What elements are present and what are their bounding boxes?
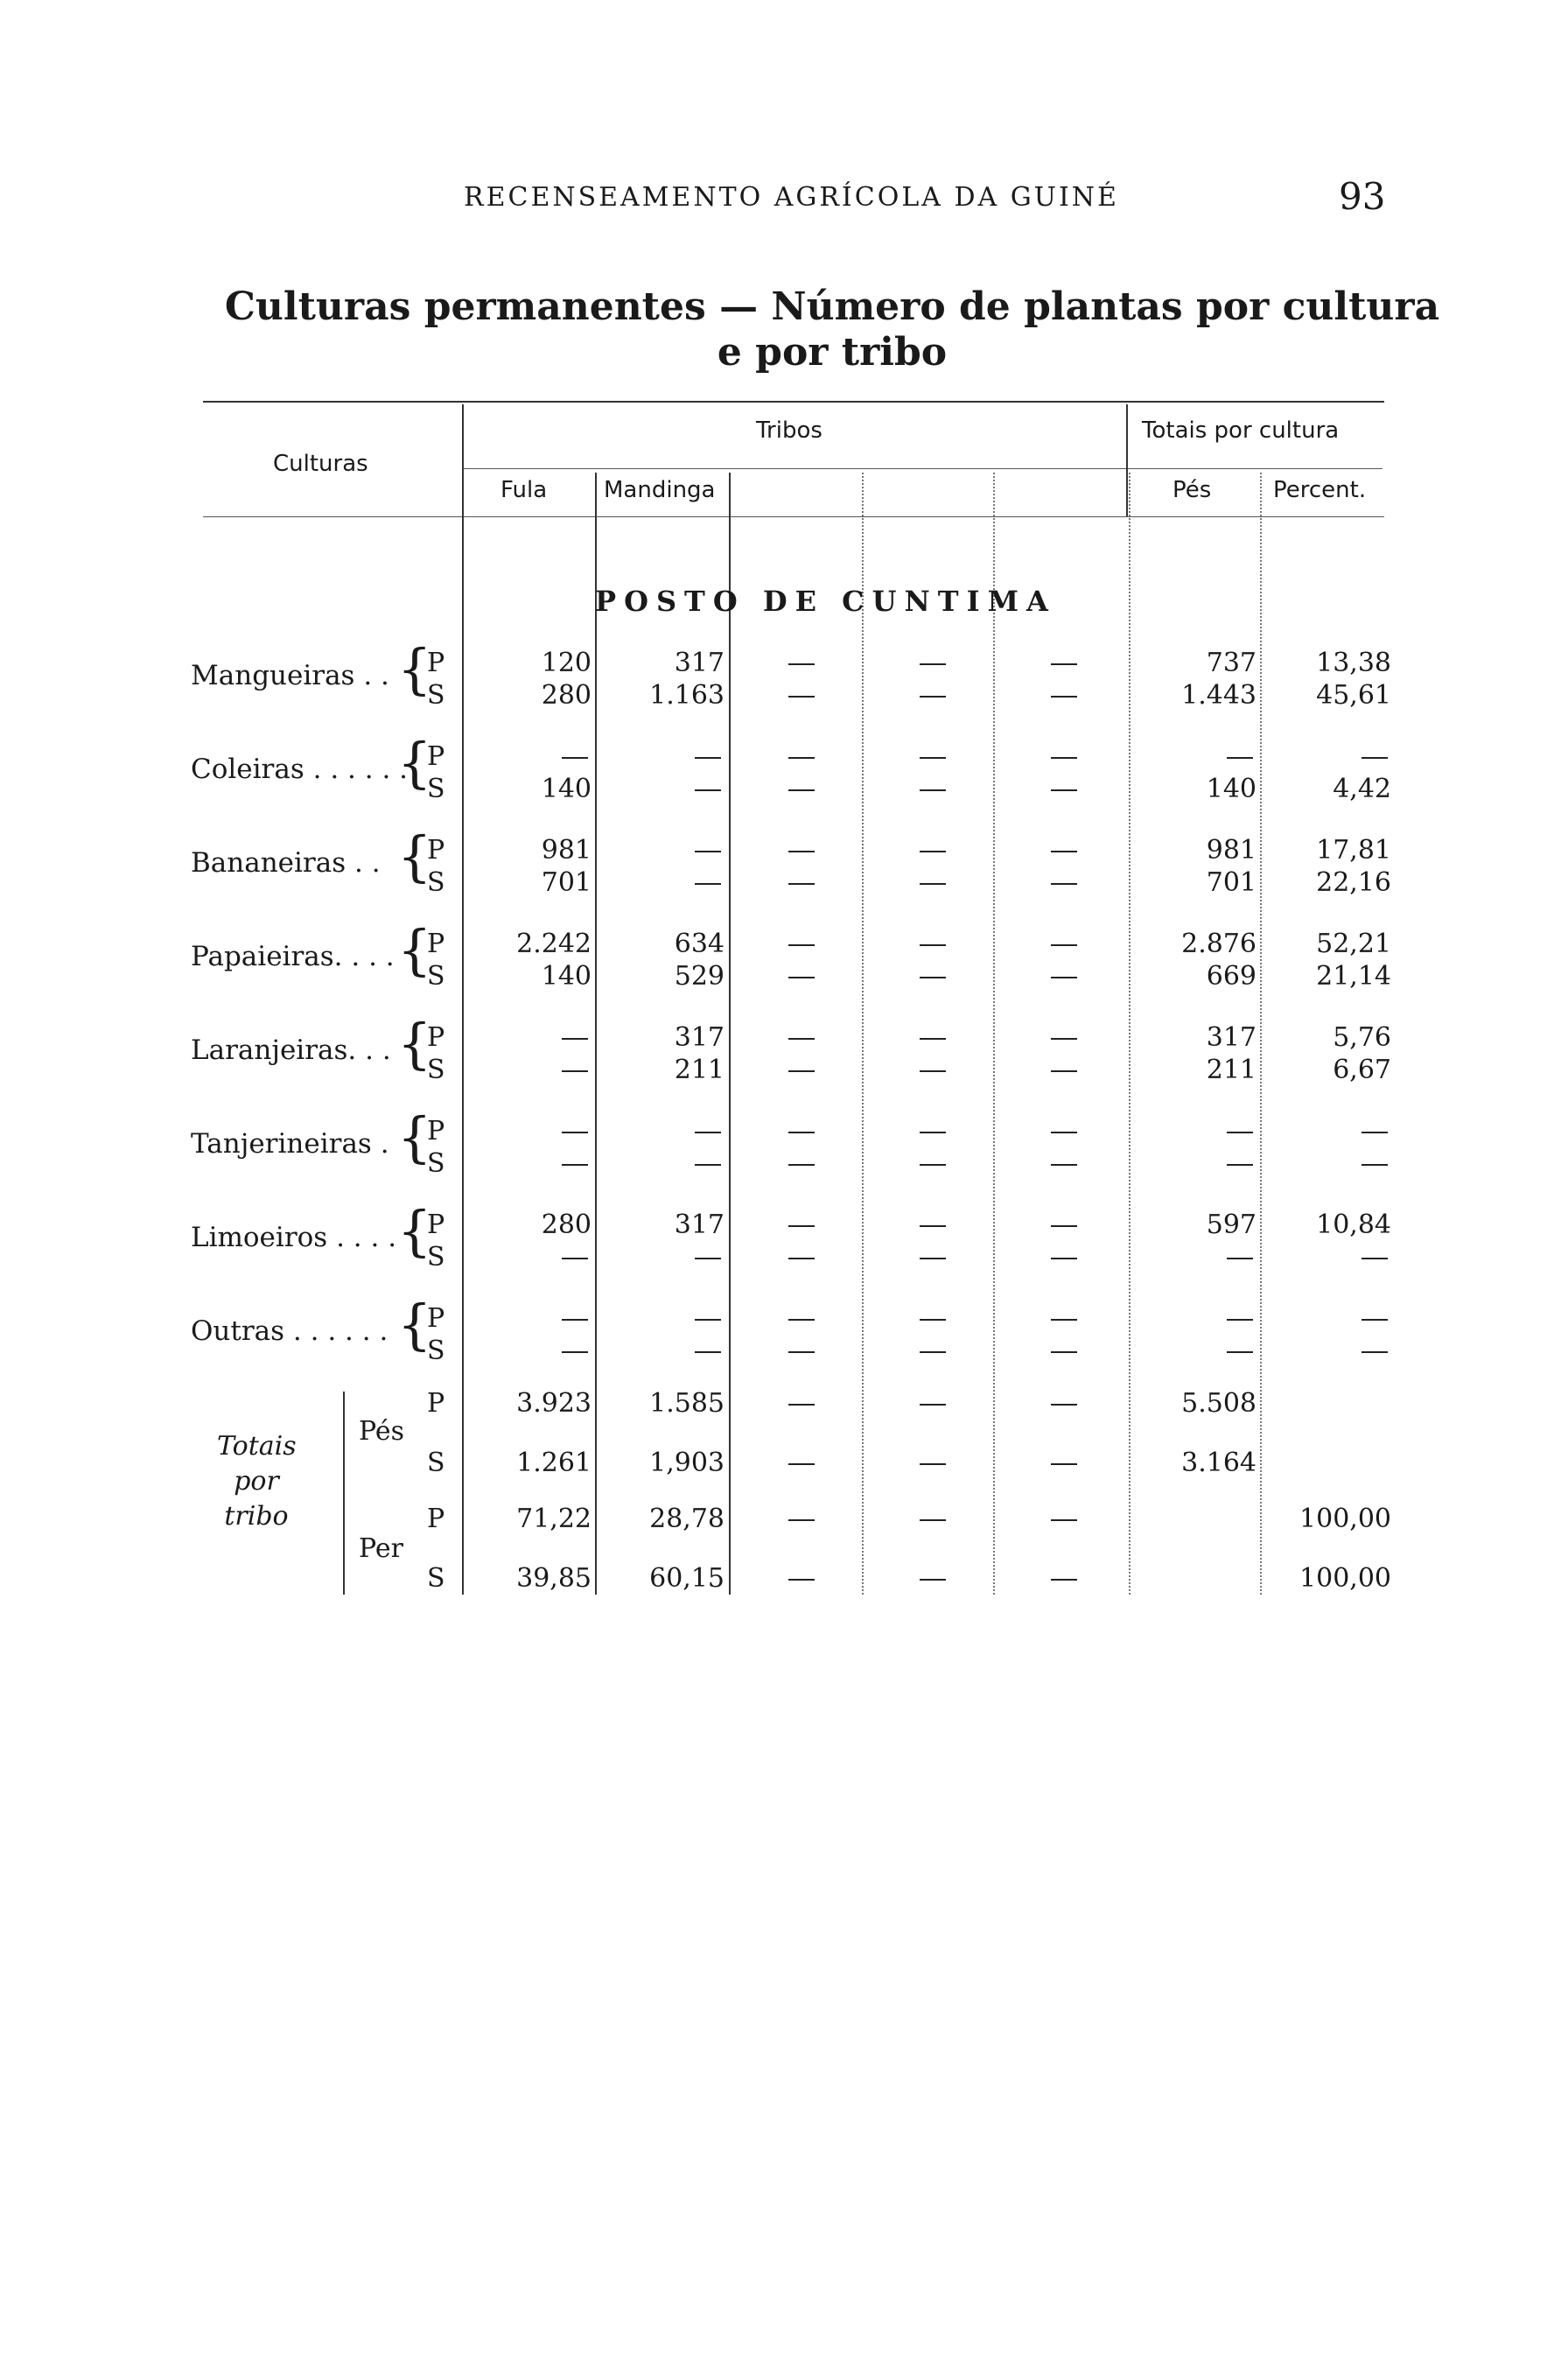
crop-name: Bananeiras . . <box>191 847 381 879</box>
header-bottom-rule <box>203 516 1384 517</box>
cell-pes: 211 <box>1206 1055 1256 1085</box>
cell-c5-dash <box>920 944 946 946</box>
cell-c6-dash <box>1051 757 1077 759</box>
cell-pes: 737 <box>1206 648 1256 678</box>
row-mark-p: P <box>427 1022 445 1053</box>
row-mark-s: S <box>427 680 445 711</box>
cell-pes: 1.443 <box>1181 680 1256 711</box>
cell-c5-dash <box>920 757 946 759</box>
row-brace: { <box>397 824 432 888</box>
total-c5-dash <box>920 1463 946 1465</box>
cell-mandinga-dash <box>695 789 721 791</box>
cell-c4-dash <box>788 851 815 852</box>
cell-pes-dash <box>1227 1351 1253 1353</box>
totals-per-label: Per <box>359 1533 403 1564</box>
cell-fula-dash <box>562 1258 588 1259</box>
cell-mandinga: 317 <box>674 648 724 678</box>
table-title-line1: Culturas permanentes — Número de plantas por cultura <box>224 284 1440 329</box>
row-mark-p: P <box>427 835 445 866</box>
cell-c4-dash <box>788 1038 815 1040</box>
crop-name: Limoeiros . . . . <box>191 1222 397 1253</box>
cell-c6-dash <box>1051 1258 1077 1259</box>
cell-c5-dash <box>920 1258 946 1259</box>
cell-c6-dash <box>1051 977 1077 978</box>
total-percent: 100,00 <box>1299 1504 1391 1534</box>
total-c4-dash <box>788 1579 815 1581</box>
total-pes: 5.508 <box>1181 1388 1256 1419</box>
cell-c5-dash <box>920 851 946 852</box>
cell-c6-dash <box>1051 789 1077 791</box>
cell-c6-dash <box>1051 696 1077 698</box>
cell-percent: 10,84 <box>1316 1210 1391 1240</box>
header-fula: Fula <box>500 477 548 503</box>
cell-c5-dash <box>920 1319 946 1321</box>
row-brace: { <box>397 1293 432 1357</box>
cell-pes: 597 <box>1206 1210 1256 1240</box>
cell-percent-dash <box>1362 1319 1388 1321</box>
cell-fula: 2.242 <box>516 929 592 959</box>
cell-percent: 5,76 <box>1333 1022 1391 1053</box>
crop-name: Papaieiras. . . . <box>191 941 395 972</box>
header-divider-totais <box>1126 404 1128 516</box>
totals-brace <box>343 1392 345 1595</box>
total-percent: 100,00 <box>1299 1563 1391 1594</box>
cell-c5-dash <box>920 977 946 978</box>
totals-label-line3: tribo <box>224 1501 289 1532</box>
cell-fula: 981 <box>541 835 592 866</box>
cell-fula-dash <box>562 757 588 759</box>
cell-c5-dash <box>920 696 946 698</box>
header-pes: Pés <box>1172 477 1212 503</box>
cell-c4-dash <box>788 663 815 665</box>
row-mark-s: S <box>427 867 445 898</box>
total-c4-dash <box>788 1519 815 1521</box>
total-fula: 39,85 <box>516 1563 592 1594</box>
cell-c4-dash <box>788 1351 815 1353</box>
cell-c6-dash <box>1051 663 1077 665</box>
cell-fula: 701 <box>541 867 592 898</box>
cell-percent: 6,67 <box>1333 1055 1391 1085</box>
totals-label-line2: por <box>234 1466 279 1497</box>
cell-c6-dash <box>1051 1132 1077 1133</box>
cell-c6-dash <box>1051 883 1077 885</box>
cell-c6-dash <box>1051 1319 1077 1321</box>
cell-c5-dash <box>920 1225 946 1227</box>
cell-c5-dash <box>920 1164 946 1166</box>
page-number: 93 <box>1339 175 1386 218</box>
totals-mark-s: S <box>427 1563 445 1594</box>
column-divider-4 <box>862 473 864 1595</box>
total-fula: 71,22 <box>516 1504 592 1534</box>
cell-pes-dash <box>1227 1258 1253 1259</box>
cell-pes: 669 <box>1206 961 1256 992</box>
cell-c4-dash <box>788 1225 815 1227</box>
cell-mandinga: 317 <box>674 1022 724 1053</box>
cell-percent-dash <box>1362 757 1388 759</box>
crop-name: Coleiras . . . . . . <box>191 754 409 785</box>
cell-c4-dash <box>788 696 815 698</box>
row-mark-s: S <box>427 1242 445 1273</box>
cell-fula: 280 <box>541 1210 592 1240</box>
cell-c4-dash <box>788 883 815 885</box>
cell-mandinga-dash <box>695 1319 721 1321</box>
cell-c6-dash <box>1051 1225 1077 1227</box>
cell-percent: 17,81 <box>1316 835 1391 866</box>
row-mark-s: S <box>427 774 445 804</box>
cell-mandinga-dash <box>695 1164 721 1166</box>
cell-c4-dash <box>788 1164 815 1166</box>
cell-fula: 140 <box>541 961 592 992</box>
total-pes: 3.164 <box>1181 1448 1256 1478</box>
row-brace: { <box>397 918 432 982</box>
row-mark-s: S <box>427 1148 445 1179</box>
total-fula: 3.923 <box>516 1388 592 1419</box>
row-brace: { <box>397 1105 432 1169</box>
cell-pes-dash <box>1227 1132 1253 1133</box>
total-c5-dash <box>920 1404 946 1406</box>
cell-mandinga-dash <box>695 1258 721 1259</box>
cell-c5-dash <box>920 883 946 885</box>
cell-fula: 140 <box>541 774 592 804</box>
row-mark-p: P <box>427 741 445 772</box>
total-c4-dash <box>788 1404 815 1406</box>
cell-c4-dash <box>788 1132 815 1133</box>
total-mandinga: 1.585 <box>649 1388 724 1419</box>
cell-percent: 21,14 <box>1316 961 1391 992</box>
cell-c5-dash <box>920 789 946 791</box>
row-mark-p: P <box>427 1210 445 1240</box>
cell-mandinga: 1.163 <box>649 680 724 711</box>
cell-mandinga: 211 <box>674 1055 724 1085</box>
row-brace: { <box>397 731 432 795</box>
running-title: RECENSEAMENTO AGRÍCOLA DA GUINÉ <box>464 182 1119 213</box>
cell-percent: 4,42 <box>1333 774 1391 804</box>
cell-percent-dash <box>1362 1351 1388 1353</box>
header-top-rule <box>203 401 1384 403</box>
cell-c6-dash <box>1051 1038 1077 1040</box>
header-culturas: Culturas <box>273 451 368 477</box>
cell-percent-dash <box>1362 1258 1388 1259</box>
section-heading: POSTO DE CUNTIMA <box>595 585 1056 618</box>
cell-mandinga: 317 <box>674 1210 724 1240</box>
crop-name: Mangueiras . . <box>191 660 389 691</box>
column-divider-7 <box>1260 473 1262 1595</box>
cell-mandinga-dash <box>695 1351 721 1353</box>
cell-fula-dash <box>562 1038 588 1040</box>
cell-c4-dash <box>788 789 815 791</box>
cell-c4-dash <box>788 1319 815 1321</box>
total-c6-dash <box>1051 1579 1077 1581</box>
cell-percent: 13,38 <box>1316 648 1391 678</box>
cell-percent: 45,61 <box>1316 680 1391 711</box>
cell-pes-dash <box>1227 1164 1253 1166</box>
row-brace: { <box>397 1012 432 1076</box>
totals-pes-label: Pés <box>359 1416 404 1447</box>
cell-mandinga: 529 <box>674 961 724 992</box>
header-totais: Totais por cultura <box>1142 417 1340 444</box>
row-brace: { <box>397 1199 432 1263</box>
cell-fula-dash <box>562 1132 588 1133</box>
cell-pes-dash <box>1227 757 1253 759</box>
cell-pes: 317 <box>1206 1022 1256 1053</box>
cell-mandinga-dash <box>695 1132 721 1133</box>
cell-pes: 140 <box>1206 774 1256 804</box>
cell-pes: 981 <box>1206 835 1256 866</box>
cell-c5-dash <box>920 1070 946 1072</box>
cell-c4-dash <box>788 977 815 978</box>
cell-c4-dash <box>788 944 815 946</box>
header-percent: Percent. <box>1273 477 1367 503</box>
row-mark-p: P <box>427 1303 445 1334</box>
cell-percent: 22,16 <box>1316 867 1391 898</box>
cell-c6-dash <box>1051 851 1077 852</box>
total-c5-dash <box>920 1519 946 1521</box>
row-mark-s: S <box>427 1336 445 1366</box>
cell-fula-dash <box>562 1164 588 1166</box>
cell-mandinga-dash <box>695 883 721 885</box>
cell-mandinga-dash <box>695 851 721 852</box>
cell-mandinga: 634 <box>674 929 724 959</box>
totals-mark-p: P <box>427 1388 445 1419</box>
row-mark-s: S <box>427 1055 445 1085</box>
header-divider-mandinga <box>729 473 731 1595</box>
cell-percent-dash <box>1362 1164 1388 1166</box>
total-c4-dash <box>788 1463 815 1465</box>
total-c6-dash <box>1051 1463 1077 1465</box>
total-c6-dash <box>1051 1404 1077 1406</box>
totals-label-line1: Totais <box>217 1431 297 1462</box>
cell-fula: 280 <box>541 680 592 711</box>
totals-mark-s: S <box>427 1448 445 1478</box>
cell-c5-dash <box>920 1132 946 1133</box>
cell-c5-dash <box>920 663 946 665</box>
total-mandinga: 60,15 <box>649 1563 724 1594</box>
row-mark-p: P <box>427 1116 445 1146</box>
table-title <box>0 284 1568 375</box>
cell-fula-dash <box>562 1351 588 1353</box>
cell-c6-dash <box>1051 1351 1077 1353</box>
header-divider-culturas <box>462 404 464 1595</box>
header-tribos: Tribos <box>756 417 822 444</box>
cell-percent-dash <box>1362 1132 1388 1133</box>
cell-c4-dash <box>788 757 815 759</box>
cell-fula-dash <box>562 1070 588 1072</box>
total-fula: 1.261 <box>516 1448 592 1478</box>
total-c5-dash <box>920 1579 946 1581</box>
header-divider-fula <box>595 473 597 1595</box>
crop-name: Tanjerineiras . <box>191 1128 389 1160</box>
cell-c5-dash <box>920 1038 946 1040</box>
row-brace: { <box>397 637 432 701</box>
row-mark-p: P <box>427 929 445 959</box>
cell-pes: 701 <box>1206 867 1256 898</box>
cell-mandinga-dash <box>695 757 721 759</box>
row-mark-p: P <box>427 648 445 678</box>
cell-c6-dash <box>1051 1164 1077 1166</box>
cell-pes: 2.876 <box>1181 929 1256 959</box>
header-mandinga: Mandinga <box>604 477 716 503</box>
totals-mark-p: P <box>427 1504 445 1534</box>
crop-name: Laranjeiras. . . <box>191 1034 391 1066</box>
cell-pes-dash <box>1227 1319 1253 1321</box>
column-divider-5 <box>993 473 995 1595</box>
header-mid-rule <box>464 468 1382 469</box>
crop-name: Outras . . . . . . <box>191 1315 388 1347</box>
total-mandinga: 1,903 <box>649 1448 724 1478</box>
table-title-line2: e por tribo <box>717 330 948 375</box>
cell-c4-dash <box>788 1258 815 1259</box>
column-divider-6 <box>1129 473 1130 1595</box>
cell-percent: 52,21 <box>1316 929 1391 959</box>
total-c6-dash <box>1051 1519 1077 1521</box>
cell-c4-dash <box>788 1070 815 1072</box>
cell-c5-dash <box>920 1351 946 1353</box>
row-mark-s: S <box>427 961 445 992</box>
total-mandinga: 28,78 <box>649 1504 724 1534</box>
cell-fula: 120 <box>541 648 592 678</box>
cell-c6-dash <box>1051 1070 1077 1072</box>
cell-fula-dash <box>562 1319 588 1321</box>
cell-c6-dash <box>1051 944 1077 946</box>
